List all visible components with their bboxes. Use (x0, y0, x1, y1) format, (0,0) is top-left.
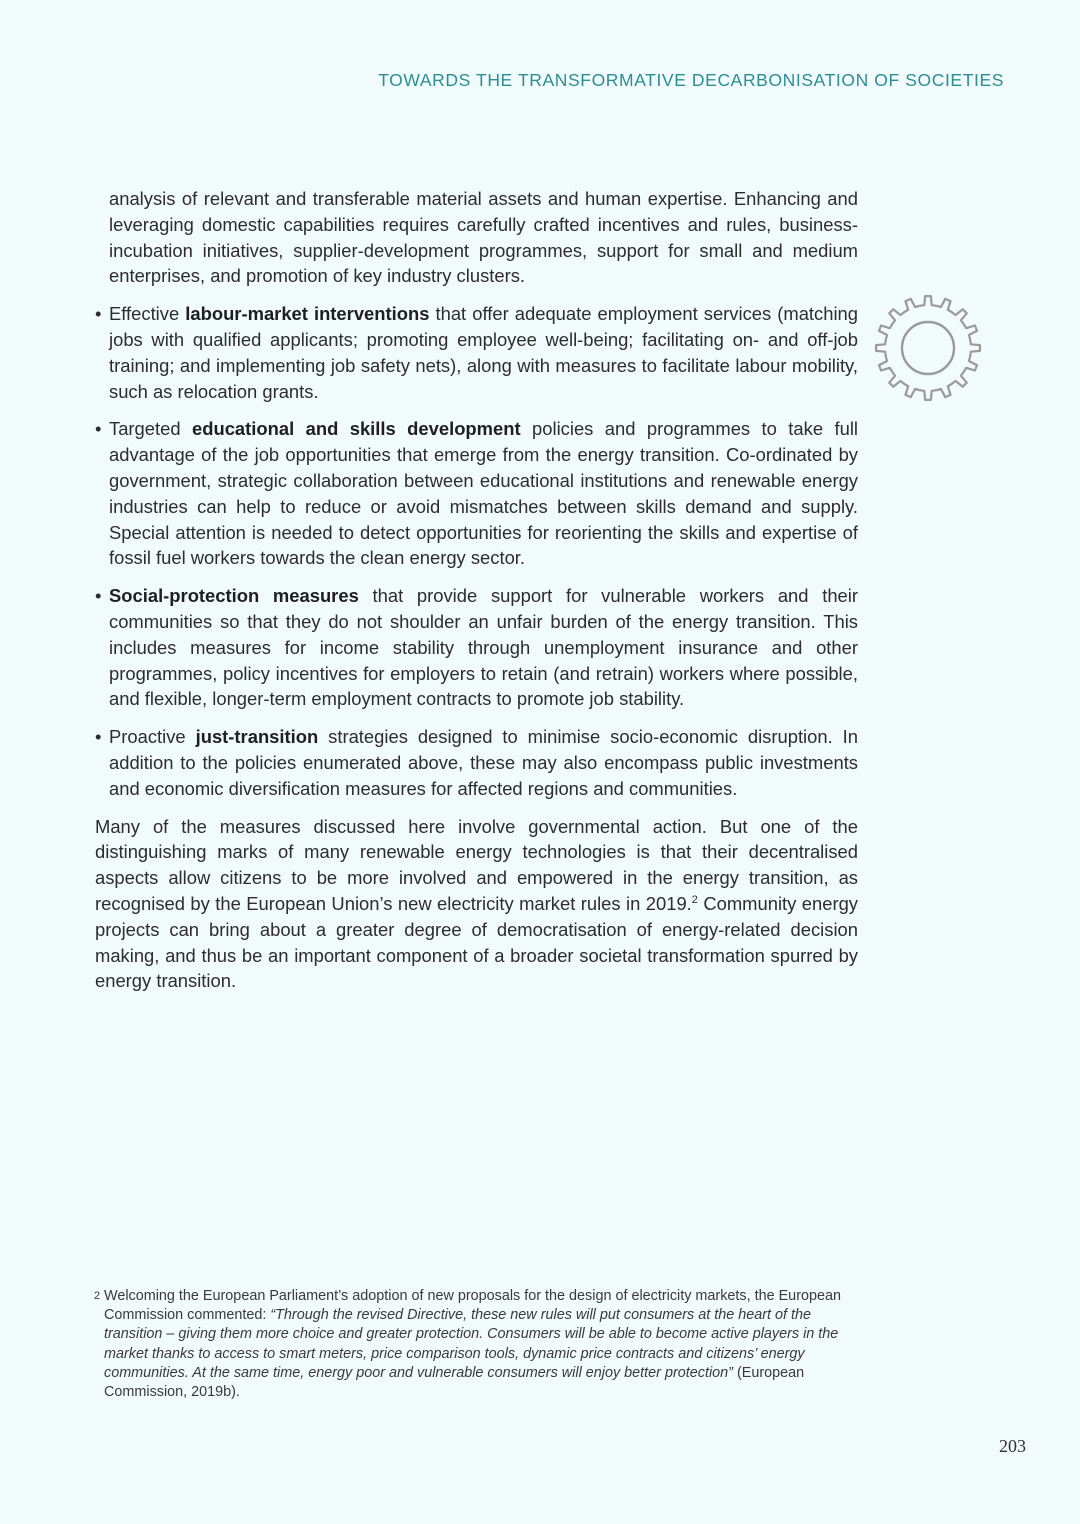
list-item: • Proactive just-transition strategies designed to minimise socio-economic disruption. In addition to the policies enumerated above, these may also encompass public investments and economic diversification measures for affected regions and communities. (95, 726, 858, 799)
list-item: • Targeted educational and skills development policies and programmes to take full advantage of the job opportunities that emerge from the energy transition. Co-ordinated by government, strategic collaboration between educational institutions and renewable energy industries can help to reduce or avoid mismatches between skills demand and supply. Special attention is needed to detect opportunities for reorienting the skills and expertise of fossil fuel workers towards the clean energy sector. (95, 418, 858, 569)
list-item: • Effective labour-market interventions that offer adequate employment services (matching jobs with qualified applicants; promoting employee well-being; facilitating on- and off-job training; and implementing job safety nets), along with measures to facilitate labour mobility, such as relocation grants. (95, 303, 859, 402)
paragraph-continuation: analysis of relevant and transferable material assets and human expertise. Enhancing and leveraging domestic capabilities requires carefully crafted incentives and rules, business-incubation initiatives, supplier-development programmes, support for small and medium enterprises, and promotion of key industry clusters. (109, 188, 858, 287)
bullet-dot: • (95, 726, 102, 748)
page-number: 203 (999, 1436, 1026, 1456)
list-item: • Social-protection measures that provide support for vulnerable workers and their communities so that they do not shoulder an unfair burden of the energy transition. This includes measures for income stability through unemployment insurance and other programmes, policy incentives for employers to retain (and retrain) workers where possible, and flexible, longer-term employment contracts to promote job stability. (95, 585, 858, 710)
bold-term: just-transition (195, 726, 319, 748)
bold-term: labour-market interventions (185, 303, 430, 325)
bullet-dot: • (95, 303, 102, 325)
gear-icon (872, 292, 984, 404)
main-text (95, 186, 858, 994)
bold-term: Social-protection measures (109, 585, 359, 607)
footnote-quote: “Through the revised Directive, these new rules will put consumers at the heart of the transition – giving them more choice and greater protection. Consumers will be able to become active players in the market thanks to access to smart meters, price comparison tools, dynamic price contracts and citizens’ energy communities. At the same time, energy poor and vulnerable consumers will enjoy better protection” (104, 1307, 839, 1381)
bullet-dot: • (95, 585, 102, 607)
gear-outline (876, 296, 980, 400)
closing-paragraph: Many of the measures discussed here involve governmental action. But one of the distinguishing marks of many renewable energy technologies is that their decentralised aspects allow citizens to be more involved and empowered in the energy transition, as recognised by the European Union’s new electricity market rules in 2019.$^2$ Community energy projects can bring about a greater degree of democratisation of energy-related decision making, and thus be an important component of a broader societal transformation spurred by energy transition. (95, 815, 859, 992)
bullet-dot: • (95, 418, 102, 440)
footnote-reference[interactable]: 2 (691, 893, 698, 906)
footnote-marker: 2 (94, 1290, 101, 1302)
footnote: 2 Welcoming the European Parliament’s adoption of new proposals for the design of electricity markets, the European Commission commented: “Through the revised Directive, these new rules will put consumers at the heart of the transition – giving them more choice and greater protection. Consumers will be able to become active players in the market thanks to access to smart meters, price comparison tools, dynamic price contracts and citizens’ energy communities. At the same time, energy poor and vulnerable consumers will enjoy better protection” (European Commission, 2019b). (94, 1288, 841, 1401)
running-header: TOWARDS THE TRANSFORMATIVE DECARBONISATION OF SOCIETIES (378, 70, 1004, 90)
bold-term: educational and skills development (192, 418, 521, 440)
